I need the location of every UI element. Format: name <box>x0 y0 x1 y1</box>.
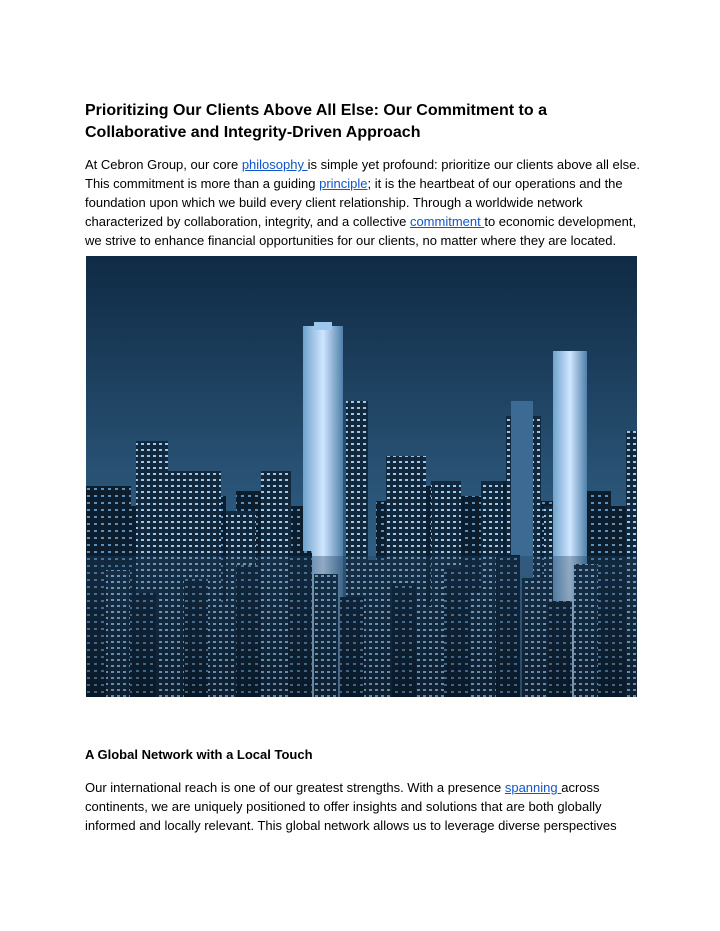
page-title: Prioritizing Our Clients Above All Else: Our Commitment to a Collaborative and Integrity-Driven Approach <box>85 102 547 141</box>
city-skyline-image <box>86 256 637 697</box>
intro-text-1: At Cebron Group, our core <box>85 157 242 172</box>
section-text-1: Our international reach is one of our greatest strengths. With a presence <box>85 780 505 795</box>
section-heading: A Global Network with a Local Touch <box>85 747 313 762</box>
intro-text-4: to economic development, we strive to enhance financial opportunities for our clients, no matter where they are located. <box>85 214 637 248</box>
section-paragraph <box>85 778 645 835</box>
intro-paragraph <box>85 155 645 250</box>
intro-text-3: ; it is the heartbeat of our operations and the foundation upon which we build every client relationship. Through a worldwide network characterized by collaboration, integrity, and a collective <box>85 176 623 229</box>
philosophy-link[interactable]: philosophy <box>241 157 308 172</box>
principle-link[interactable]: principle <box>319 176 368 191</box>
commitment-link[interactable]: commitment <box>409 214 485 229</box>
skyscraper-crown <box>314 322 332 330</box>
city-haze <box>86 556 637 697</box>
section-text-2: across continents, we are uniquely positioned to offer insights and solutions that are both globally informed and locally relevant. This global network allows us to leverage diverse perspectives <box>85 780 617 833</box>
spanning-link[interactable]: spanning <box>504 780 562 795</box>
intro-text-2: is simple yet profound: prioritize our clients above all else. This commitment is more than a guiding <box>85 157 640 191</box>
